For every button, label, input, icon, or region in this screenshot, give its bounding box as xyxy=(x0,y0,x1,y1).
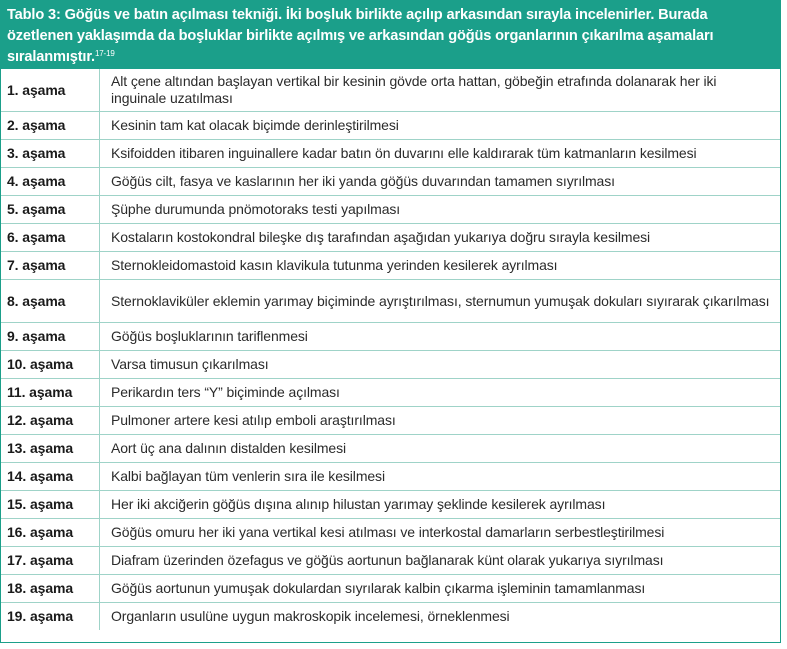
step-description: Şüphe durumunda pnömotoraks testi yapılması xyxy=(100,196,781,224)
table-row xyxy=(1,407,780,435)
step-description: Diafram üzerinden özefagus ve göğüs aortunun bağlanarak künt olarak yukarıya sıyrılması xyxy=(100,547,781,575)
step-label: 14. aşama xyxy=(1,463,100,491)
step-label: 3. aşama xyxy=(1,140,100,168)
step-label: 6. aşama xyxy=(1,224,100,252)
table-caption xyxy=(1,1,780,69)
table-row xyxy=(1,351,780,379)
step-description: Kostaların kostokondral bileşke dış tarafından aşağıdan yukarıya doğru sırayla kesilmesi xyxy=(100,224,781,252)
table-row xyxy=(1,547,780,575)
step-label: 7. aşama xyxy=(1,252,100,280)
step-description: Pulmoner artere kesi atılıp emboli araştırılması xyxy=(100,407,781,435)
table-body xyxy=(1,69,780,630)
table-row xyxy=(1,224,780,252)
step-description: Kalbi bağlayan tüm venlerin sıra ile kesilmesi xyxy=(100,463,781,491)
step-label: 9. aşama xyxy=(1,323,100,351)
table-row xyxy=(1,196,780,224)
step-description: Göğüs boşluklarının tariflenmesi xyxy=(100,323,781,351)
table-row xyxy=(1,463,780,491)
step-description: Aort üç ana dalının distalden kesilmesi xyxy=(100,435,781,463)
table-row xyxy=(1,603,780,631)
step-description: Göğüs aortunun yumuşak dokulardan sıyrılarak kalbin çıkarma işleminin tamamlanması xyxy=(100,575,781,603)
step-label: 13. aşama xyxy=(1,435,100,463)
step-description: Perikardın ters “Y” biçiminde açılması xyxy=(100,379,781,407)
step-label: 10. aşama xyxy=(1,351,100,379)
table-row xyxy=(1,252,780,280)
step-label: 12. aşama xyxy=(1,407,100,435)
table-row xyxy=(1,280,780,323)
step-description: Göğüs omuru her iki yana vertikal kesi atılması ve interkostal damarların serbestleştirilmesi xyxy=(100,519,781,547)
step-description: Her iki akciğerin göğüs dışına alınıp hilustan yarımay şeklinde kesilerek ayrılması xyxy=(100,491,781,519)
table-caption-text: Göğüs ve batın açılması tekniği. İki boşluk birlikte açılıp arkasından sırayla incelenirler. Burada özetlenen yaklaşımda da boşluklar birlikte açılmış ve arkasından göğüs organlarının çıkarılma aşamaları sıralanmıştır. xyxy=(7,7,714,65)
table-caption-label: Tablo 3: xyxy=(7,7,61,23)
step-description: Sternokleidomastoid kasın klavikula tutunma yerinden kesilerek ayrılması xyxy=(100,252,781,280)
step-description: Ksifoidden itibaren inguinallere kadar batın ön duvarını elle kaldırarak tüm katmanların kesilmesi xyxy=(100,140,781,168)
step-label: 19. aşama xyxy=(1,603,100,631)
table-row xyxy=(1,323,780,351)
step-description: Organların usulüne uygun makroskopik incelemesi, örneklenmesi xyxy=(111,608,510,624)
step-label: 2. aşama xyxy=(1,112,100,140)
step-description: Göğüs cilt, fasya ve kaslarının her iki yanda göğüs duvarından tamamen sıyrılması xyxy=(100,168,781,196)
step-label: 11. aşama xyxy=(1,379,100,407)
step-label: 18. aşama xyxy=(1,575,100,603)
table-caption-references: 17-19 xyxy=(94,49,115,58)
table-row xyxy=(1,168,780,196)
step-description: Kesinin tam kat olacak biçimde derinleştirilmesi xyxy=(100,112,781,140)
table-row xyxy=(1,379,780,407)
step-label: 1. aşama xyxy=(1,69,100,112)
step-description: Alt çene altından başlayan vertikal bir kesinin gövde orta hattan, göbeğin etrafında dolanarak her iki inguinale uzatılması xyxy=(100,69,781,112)
step-description: Sternoklaviküler eklemin yarımay biçiminde ayrıştırılması, sternumun yumuşak dokuları sıyırarak çıkarılması xyxy=(100,280,781,323)
step-label: 16. aşama xyxy=(1,519,100,547)
step-label: 4. aşama xyxy=(1,168,100,196)
table-row xyxy=(1,140,780,168)
table-row xyxy=(1,69,780,112)
table-row xyxy=(1,435,780,463)
step-label: 5. aşama xyxy=(1,196,100,224)
table-row xyxy=(1,519,780,547)
step-label: 17. aşama xyxy=(1,547,100,575)
table-row xyxy=(1,112,780,140)
table-row xyxy=(1,491,780,519)
step-label: 8. aşama xyxy=(1,280,100,323)
step-description: Varsa timusun çıkarılması xyxy=(100,351,781,379)
step-label: 15. aşama xyxy=(1,491,100,519)
table-row xyxy=(1,575,780,603)
